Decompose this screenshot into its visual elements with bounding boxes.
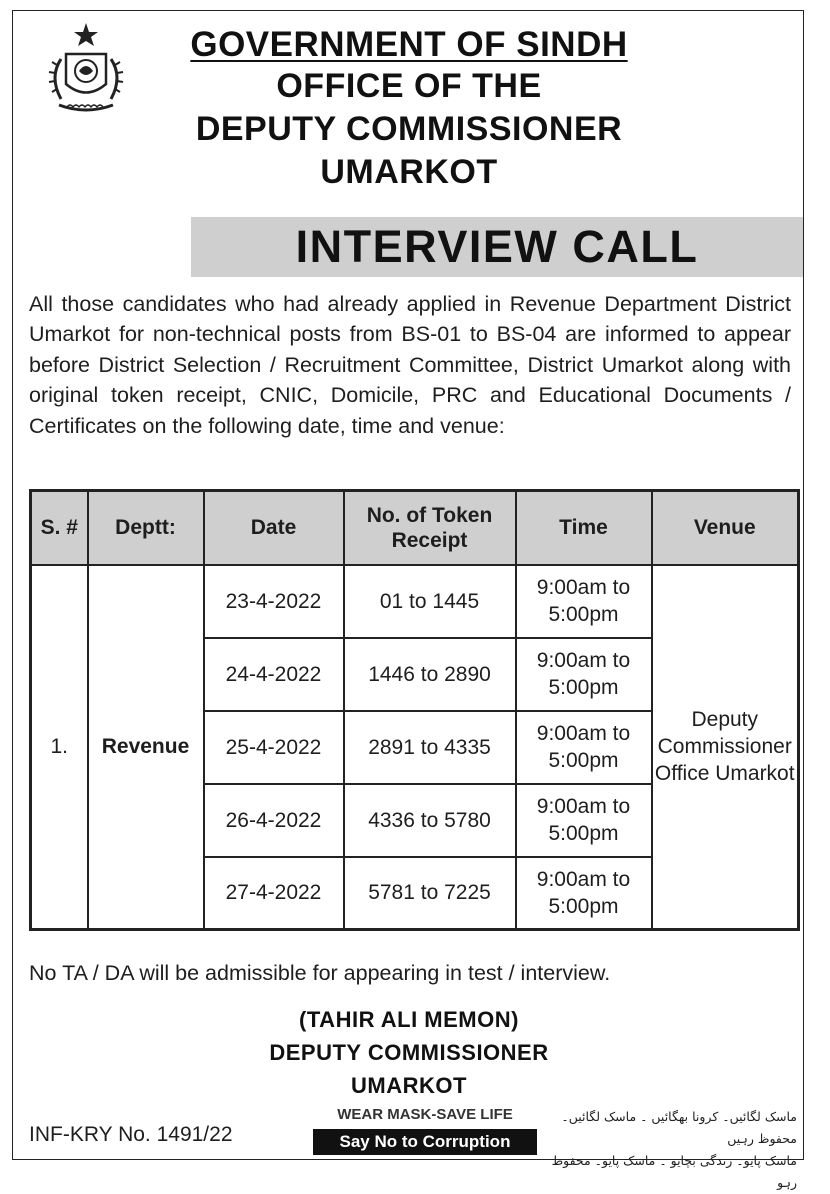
cell-date: 24-4-2022: [204, 638, 344, 711]
cell-date: 27-4-2022: [204, 857, 344, 930]
cell-time: 9:00am to 5:00pm: [516, 638, 652, 711]
inf-number: INF-KRY No. 1491/22: [29, 1123, 233, 1146]
table-header-row: [31, 491, 799, 565]
slogan-block: [313, 1103, 537, 1155]
cell-token: 4336 to 5780: [344, 784, 516, 857]
col-header-token: No. of Token Receipt: [344, 491, 516, 565]
col-header-sno: S. #: [31, 491, 88, 565]
cell-venue: Deputy Commissioner Office Umarkot: [652, 565, 799, 930]
table-row: [31, 565, 799, 638]
corruption-slogan: Say No to Corruption: [313, 1129, 537, 1155]
cell-token: 2891 to 4335: [344, 711, 516, 784]
col-header-time: Time: [516, 491, 652, 565]
urdu-slogan-line: ماسک پایو۔ زندگی بچایو ۔ ماسک پایو۔ محفوظ رہو: [551, 1153, 797, 1190]
cell-date: 26-4-2022: [204, 784, 344, 857]
cell-token: 01 to 1445: [344, 565, 516, 638]
cell-date: 23-4-2022: [204, 565, 344, 638]
schedule-table: [29, 489, 800, 931]
cell-deptt: Revenue: [88, 565, 204, 930]
cell-token: 5781 to 7225: [344, 857, 516, 930]
cell-time: 9:00am to 5:00pm: [516, 784, 652, 857]
urdu-slogans: [549, 1106, 797, 1194]
signatory-designation: DEPUTY COMMISSIONER: [269, 1040, 549, 1065]
signatory-name: (TAHIR ALI MEMON): [299, 1007, 519, 1032]
interview-call-banner: INTERVIEW CALL: [191, 217, 803, 277]
cell-time: 9:00am to 5:00pm: [516, 711, 652, 784]
header-government: GOVERNMENT OF SINDH: [190, 25, 628, 64]
ta-da-note: No TA / DA will be admissible for appearing in test / interview.: [29, 961, 611, 985]
urdu-slogan-line: ماسک لگائیں۔ کرونا بھگائیں ۔ ماسک لگائیں۔ محفوظ رہیں: [561, 1109, 797, 1146]
header-office: OFFICE OF THE: [276, 67, 542, 105]
mask-slogan: WEAR MASK-SAVE LIFE: [337, 1106, 513, 1123]
signatory-place: UMARKOT: [351, 1073, 467, 1098]
cell-time: 9:00am to 5:00pm: [516, 857, 652, 930]
intro-paragraph: All those candidates who had already applied in Revenue Department District Umarkot for non-technical posts from BS-01 to BS-04 are informed to appear before District Selection / Recruitment Committee, District Umarkot along with original token receipt, CNIC, Domicile, PRC and Educational Documents / Certificates on the following date, time and venue:: [29, 292, 791, 438]
signature-block: [13, 1003, 805, 1102]
advertisement-frame: [12, 10, 804, 1190]
cell-sno: 1.: [31, 565, 88, 930]
col-header-venue: Venue: [652, 491, 799, 565]
cell-time: 9:00am to 5:00pm: [516, 565, 652, 638]
header-deputy-commissioner: DEPUTY COMMISSIONER: [195, 110, 623, 148]
cell-date: 25-4-2022: [204, 711, 344, 784]
header-umarkot: UMARKOT: [320, 153, 498, 191]
col-header-deptt: Deptt:: [88, 491, 204, 565]
header-block: [13, 25, 805, 194]
col-header-date: Date: [204, 491, 344, 565]
cell-token: 1446 to 2890: [344, 638, 516, 711]
